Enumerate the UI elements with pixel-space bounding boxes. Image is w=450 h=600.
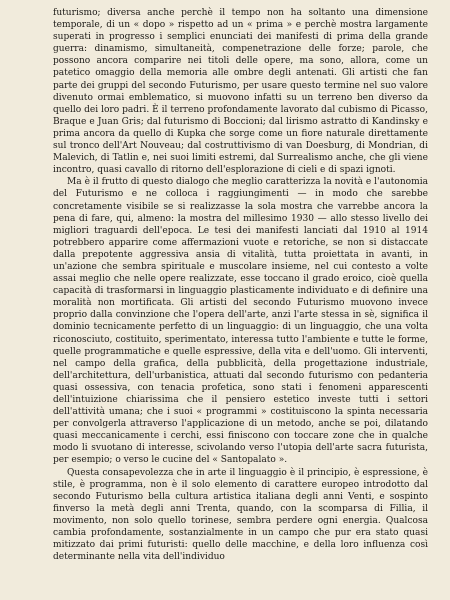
paragraph-1: futurismo; diversa anche perchè il tempo non ha soltanto una dimensione temporale, di un « dopo » rispetto ad un « prima » e perchè mostra largamente superati in progresso i semplici enunciati dei manifesti di prima della grande guerra: dinamismo, simultaneità, compenetrazione delle forze; parole, che possono ancora comparire nei titoli delle opere, ma sono, allora, come un patetico omaggio della memoria alle ombre degli antenati. Gli artisti che fan parte dei gruppi del secondo Futurismo, per usare questo termine nel suo valore divenuto ormai emblematico, si muovono infatti su un terreno ben diverso da quello dei loro padri. È il terreno profondamente lavorato dal cubismo di Picasso, Braque e Juan Gris; dal futurismo di Boccioni; dal lirismo astratto di Kandinsky e prima ancora da quello di Kupka che sorge come un fiore naturale direttamente sul tronco dell'Art Nouveau; dal costruttivismo di van Doesburg, di Mondrian, di Malevich, di Tatlin e, nei suoi limiti estremi, dal Surrealismo anche, che gli viene incontro, quasi cavallo di ritorno dell'esplorazione di cieli e di spazi ignoti. — [53, 8, 428, 176]
paragraph-2: Ma è il frutto di questo dialogo che meglio caratterizza la novità e l'autonomia del Futurismo e ne colloca i raggiungimenti — in modo che sarebbe concretamente visibile se si realizzasse la sola mostra che varrebbe ancora la pena di fare, qui, almeno: la mostra del millesimo 1930 — allo stesso livello dei migliori traguardi dell'epoca. Le tesi dei manifesti lanciati dal 1910 al 1914 potrebbero apparire come affermazioni vuote e retoriche, se non si distaccate dalla prepotente aggressiva ansia di vitalità, tutta proiettata in avanti, in un'azione che sembra spirituale e muscolare insieme, nel cui contesto a volte assai meglio che nelle opere realizzate, esse toccano il grado eroico, cioè quella capacità di trasformarsi in linguaggio plasticamente individuato e di definire una moralità non mortificata. Gli artisti del secondo Futurismo muovono invece proprio dalla convinzione che l'opera dell'arte, anzi l'arte stessa in sè, significa il dominio tecnicamente perfetto di un linguaggio: di un linguaggio, che una volta riconosciuto, costituito, sperimentato, interessa tutto l'ambiente e tutte le forme, quelle programmatiche e quelle espressive, della vita e dell'uomo. Gli interventi, nel campo della grafica, della pubblicità, della progettazione industriale, dell'architettura, dell'urbanistica, attuati dal secondo futurismo con pedanteria quasi ossessiva, con tenacia profetica, sono stati i fenomeni apparescenti dell'intuizione chiarissima che il pensiero estetico investe tutti i settori dell'attività umana; che i suoi « programmi » costituiscono la spinta necessaria per convolgerla attraverso l'applicazione di un metodo, anche se poi, dilatando quasi meccanicamente i cerchi, essi finiscono con toccare zone che in qualche modo li svuotano di interesse, scivolando verso l'utopia dell'arte sacra futurista, per esempio; o verso le cucine del « Santopalato ». — [53, 177, 428, 466]
body-text — [53, 7, 428, 563]
paragraph-3: Questa consapevolezza che in arte il linguaggio è il principio, è espressione, è stile, è programma, non è il solo elemento di carattere europeo introdotto dal secondo Futurismo bella cultura artistica italiana degli anni Venti, e sospinto finverso la metà degli anni Trenta, quando, con la scomparsa di Fillia, il movimento, non solo quello torinese, sembra perdere ogni energia. Qualcosa cambia profondamente, sostanzialmente in un campo che pur era stato quasi mitizzato dai primi futuristi: quello delle macchine, e della loro influenza così determinante nella vita dell'individuo — [53, 467, 428, 563]
